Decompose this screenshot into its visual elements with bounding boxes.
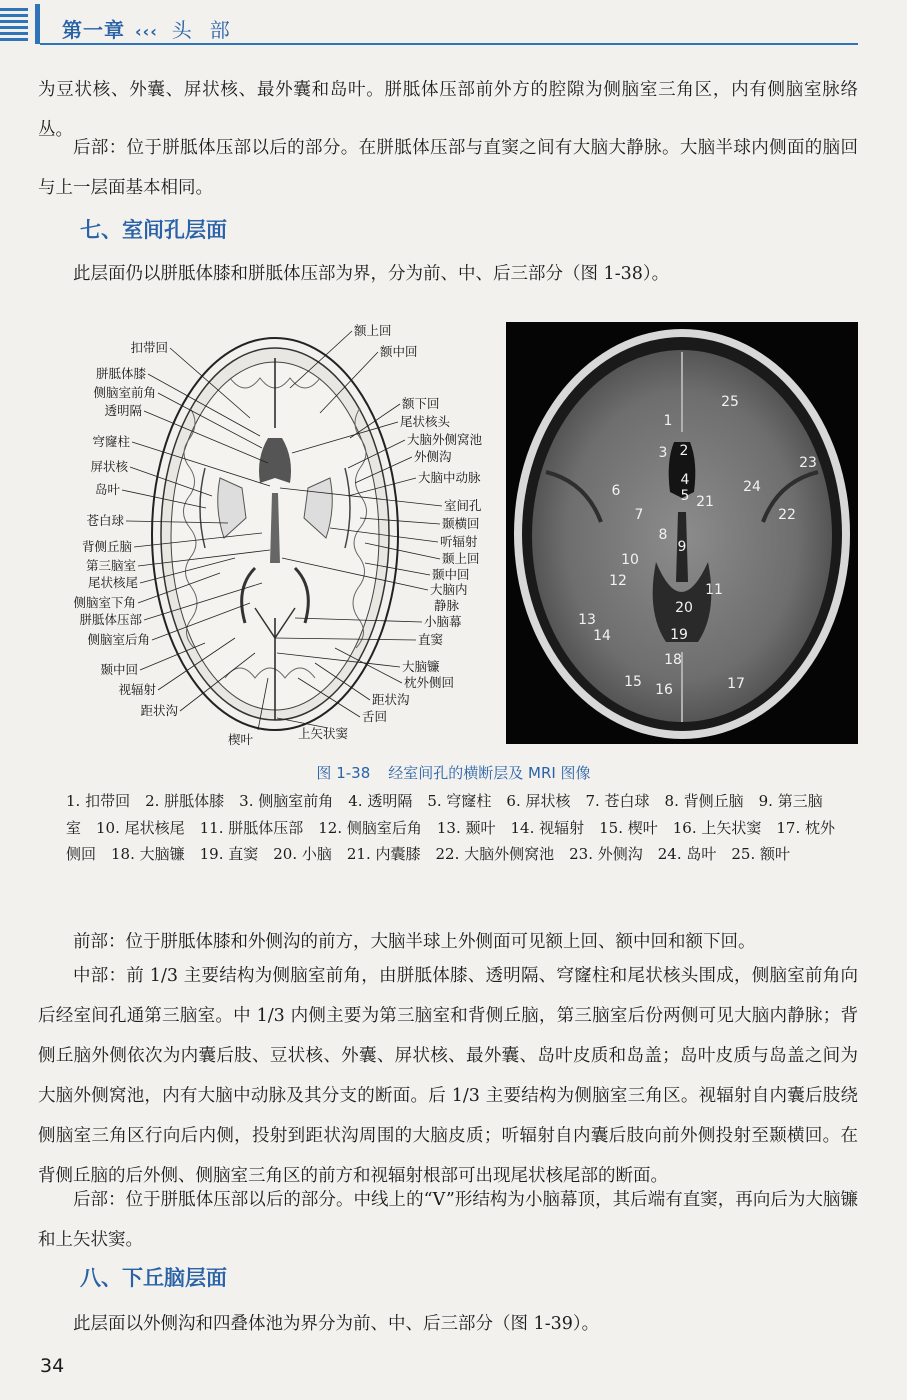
figure-caption-number: 图 1-38 <box>316 764 371 782</box>
label-third-ventricle: 第三脑室 <box>85 558 136 573</box>
label-calcarine-sulcus-left: 距状沟 <box>140 703 178 718</box>
mri-num-25: 25 <box>721 394 739 410</box>
label-internal-cerebral-vein-2: 静脉 <box>434 598 460 613</box>
label-lateral-sulcus: 外侧沟 <box>414 449 452 464</box>
paragraph-continued: 为豆状核、外囊、屏状核、最外囊和岛叶。胼胝体压部前外方的腔隙为侧脑室三角区，内有侧脑室脉络丛。 <box>38 80 858 140</box>
paragraph-section-8-intro: 此层面以外侧沟和四叠体池为界分为前、中、后三部分（图 1-39）。 <box>73 1314 600 1334</box>
label-genu-corpus-callosum: 胼胝体膝 <box>95 366 146 381</box>
label-transverse-temporal-gyrus: 颞横回 <box>442 516 480 531</box>
mri-num-24: 24 <box>743 479 761 495</box>
label-caudate-tail: 尾状核尾 <box>87 575 138 590</box>
mri-num-1: 1 <box>663 413 673 429</box>
header-bar <box>35 4 40 44</box>
mri-num-18: 18 <box>664 652 682 668</box>
mri-num-11: 11 <box>705 582 723 598</box>
label-dorsal-thalamus: 背侧丘脑 <box>81 539 132 554</box>
figure-legend: 1. 扣带回 2. 胼胝体膝 3. 侧脑室前角 4. 透明隔 5. 穹窿柱 6. 屏状核 7. 苍白球 8. 背侧丘脑 9. 第三脑室 10. 尾状核尾 11. 胼胝体压部 12. 侧脑室后角 13. 颞叶 14. 视辐射 15. 楔叶 16. 上矢状窦 17. 枕外侧回 18. 大脑镰 19. 直窦 20. 小脑 21. 内囊膝 22. 大脑外侧窝池 23. 外侧沟 24. 岛叶 25. 额叶 <box>66 792 835 863</box>
running-header <box>62 14 248 43</box>
mri-num-7: 7 <box>634 507 644 523</box>
label-claustrum: 屏状核 <box>90 459 128 474</box>
paragraph-section-7-intro: 此层面仍以胼胝体膝和胼胝体压部为界，分为前、中、后三部分（图 1-38）。 <box>73 264 670 284</box>
label-falx-cerebri: 大脑镰 <box>402 659 440 674</box>
label-middle-cerebral-artery: 大脑中动脉 <box>418 470 481 485</box>
mri-num-6: 6 <box>611 483 621 499</box>
label-tentorium: 小脑幕 <box>424 614 462 629</box>
label-superior-frontal-gyrus: 额上回 <box>354 323 392 338</box>
label-caudate-head: 尾状核头 <box>400 414 451 429</box>
label-insula: 岛叶 <box>94 482 120 497</box>
section-heading-7: 七、室间孔层面 <box>80 218 227 242</box>
mri-num-3: 3 <box>658 445 668 461</box>
mri-num-13: 13 <box>578 612 596 628</box>
label-globus-pallidus: 苍白球 <box>86 513 124 528</box>
mri-num-14: 14 <box>593 628 611 644</box>
brain-section-drawing <box>30 318 500 748</box>
label-lingual-gyrus: 舌回 <box>362 709 388 724</box>
paragraph-middle: 中部：前 1/3 主要结构为侧脑室前角，由胼胝体膝、透明隔、穹窿柱和尾状核头围成，侧脑室前角向后经室间孔通第三脑室。中 1/3 内侧主要为第三脑室和背侧丘脑，第三脑室后份两侧可见大脑内静脉；背侧丘脑外侧依次为内囊后肢、豆状核、外囊、屏状核、最外囊、岛叶皮质和岛盖；岛叶皮质与岛盖之间为大脑外侧窝池，内有大脑中动脉及其分支的断面。后 1/3 主要结构为侧脑室三角区。视辐射自内囊后肢绕侧脑室三角区行向后内侧，投射到距状沟周围的大脑皮质；听辐射自内囊后肢向前外侧投射至颞横回。在背侧丘脑的后外侧、侧脑室三角区的前方和视辐射根部可出现尾状核尾部的断面。 <box>38 966 858 1186</box>
label-superior-sagittal-sinus: 上矢状窦 <box>298 726 349 741</box>
label-fornix-column: 穹窿柱 <box>92 434 130 449</box>
label-posterior-horn: 侧脑室后角 <box>87 632 150 647</box>
mri-num-2: 2 <box>679 443 689 459</box>
mri-num-12: 12 <box>609 573 627 589</box>
mri-image <box>506 322 858 744</box>
page-number: 34 <box>40 1355 65 1377</box>
label-interventricular-foramen: 室间孔 <box>444 498 482 513</box>
label-anterior-horn: 侧脑室前角 <box>93 385 156 400</box>
mri-num-15: 15 <box>624 674 642 690</box>
chapter-title: 第一章 <box>62 18 125 42</box>
mri-num-23: 23 <box>799 455 817 471</box>
figure-caption-text: 经室间孔的横断层及 MRI 图像 <box>388 764 591 782</box>
label-septum-pellucidum: 透明隔 <box>104 403 142 418</box>
header-rule <box>40 43 858 45</box>
label-straight-sinus: 直窦 <box>418 632 444 647</box>
label-splenium: 胼胝体压部 <box>79 612 142 627</box>
header-arrows: ‹‹‹ <box>135 22 158 41</box>
mri-num-20: 20 <box>675 600 693 616</box>
figure-caption <box>0 762 907 783</box>
label-acoustic-radiation: 听辐射 <box>440 534 478 549</box>
mri-num-22: 22 <box>778 507 796 523</box>
label-internal-cerebral-vein-1: 大脑内 <box>430 582 468 597</box>
label-optic-radiation: 视辐射 <box>118 682 156 697</box>
mri-num-8: 8 <box>658 527 668 543</box>
label-calcarine-sulcus-right: 距状沟 <box>372 692 410 707</box>
label-cuneus: 楔叶 <box>228 732 254 747</box>
mri-num-9: 9 <box>677 539 687 555</box>
mri-num-19: 19 <box>670 627 688 643</box>
mri-num-16: 16 <box>655 682 673 698</box>
mri-num-5: 5 <box>680 488 690 504</box>
mri-num-17: 17 <box>727 676 745 692</box>
paragraph-anterior: 前部：位于胼胝体膝和外侧沟的前方，大脑半球上外侧面可见额上回、额中回和额下回。 <box>73 932 756 952</box>
label-middle-temporal-gyrus-left: 颞中回 <box>100 662 138 677</box>
label-cingulate-gyrus: 扣带回 <box>130 340 168 355</box>
label-inferior-frontal-gyrus: 额下回 <box>402 396 440 411</box>
section-heading-8: 八、下丘脑层面 <box>80 1266 227 1290</box>
mri-num-4: 4 <box>680 472 690 488</box>
label-superior-temporal-gyrus: 颞上回 <box>442 551 480 566</box>
mri-num-21: 21 <box>696 494 714 510</box>
label-inferior-horn: 侧脑室下角 <box>73 595 136 610</box>
header-stripes-icon <box>0 8 28 42</box>
label-middle-temporal-gyrus-right: 颞中回 <box>432 567 470 582</box>
label-middle-frontal-gyrus: 额中回 <box>380 344 418 359</box>
mri-num-10: 10 <box>621 552 639 568</box>
paragraph-posterior: 后部：位于胼胝体压部以后的部分。在胼胝体压部与直窦之间有大脑大静脉。大脑半球内侧面的脑回与上一层面基本相同。 <box>38 138 858 198</box>
paragraph-posterior-2: 后部：位于胼胝体压部以后的部分。中线上的“V”形结构为小脑幕顶，其后端有直窦，再向后为大脑镰和上矢状窦。 <box>38 1190 858 1250</box>
label-lateral-occipital-gyrus: 枕外侧回 <box>404 675 455 690</box>
section-title: 头部 <box>171 18 248 42</box>
label-lateral-fossa-cistern: 大脑外侧窝池 <box>407 432 483 447</box>
